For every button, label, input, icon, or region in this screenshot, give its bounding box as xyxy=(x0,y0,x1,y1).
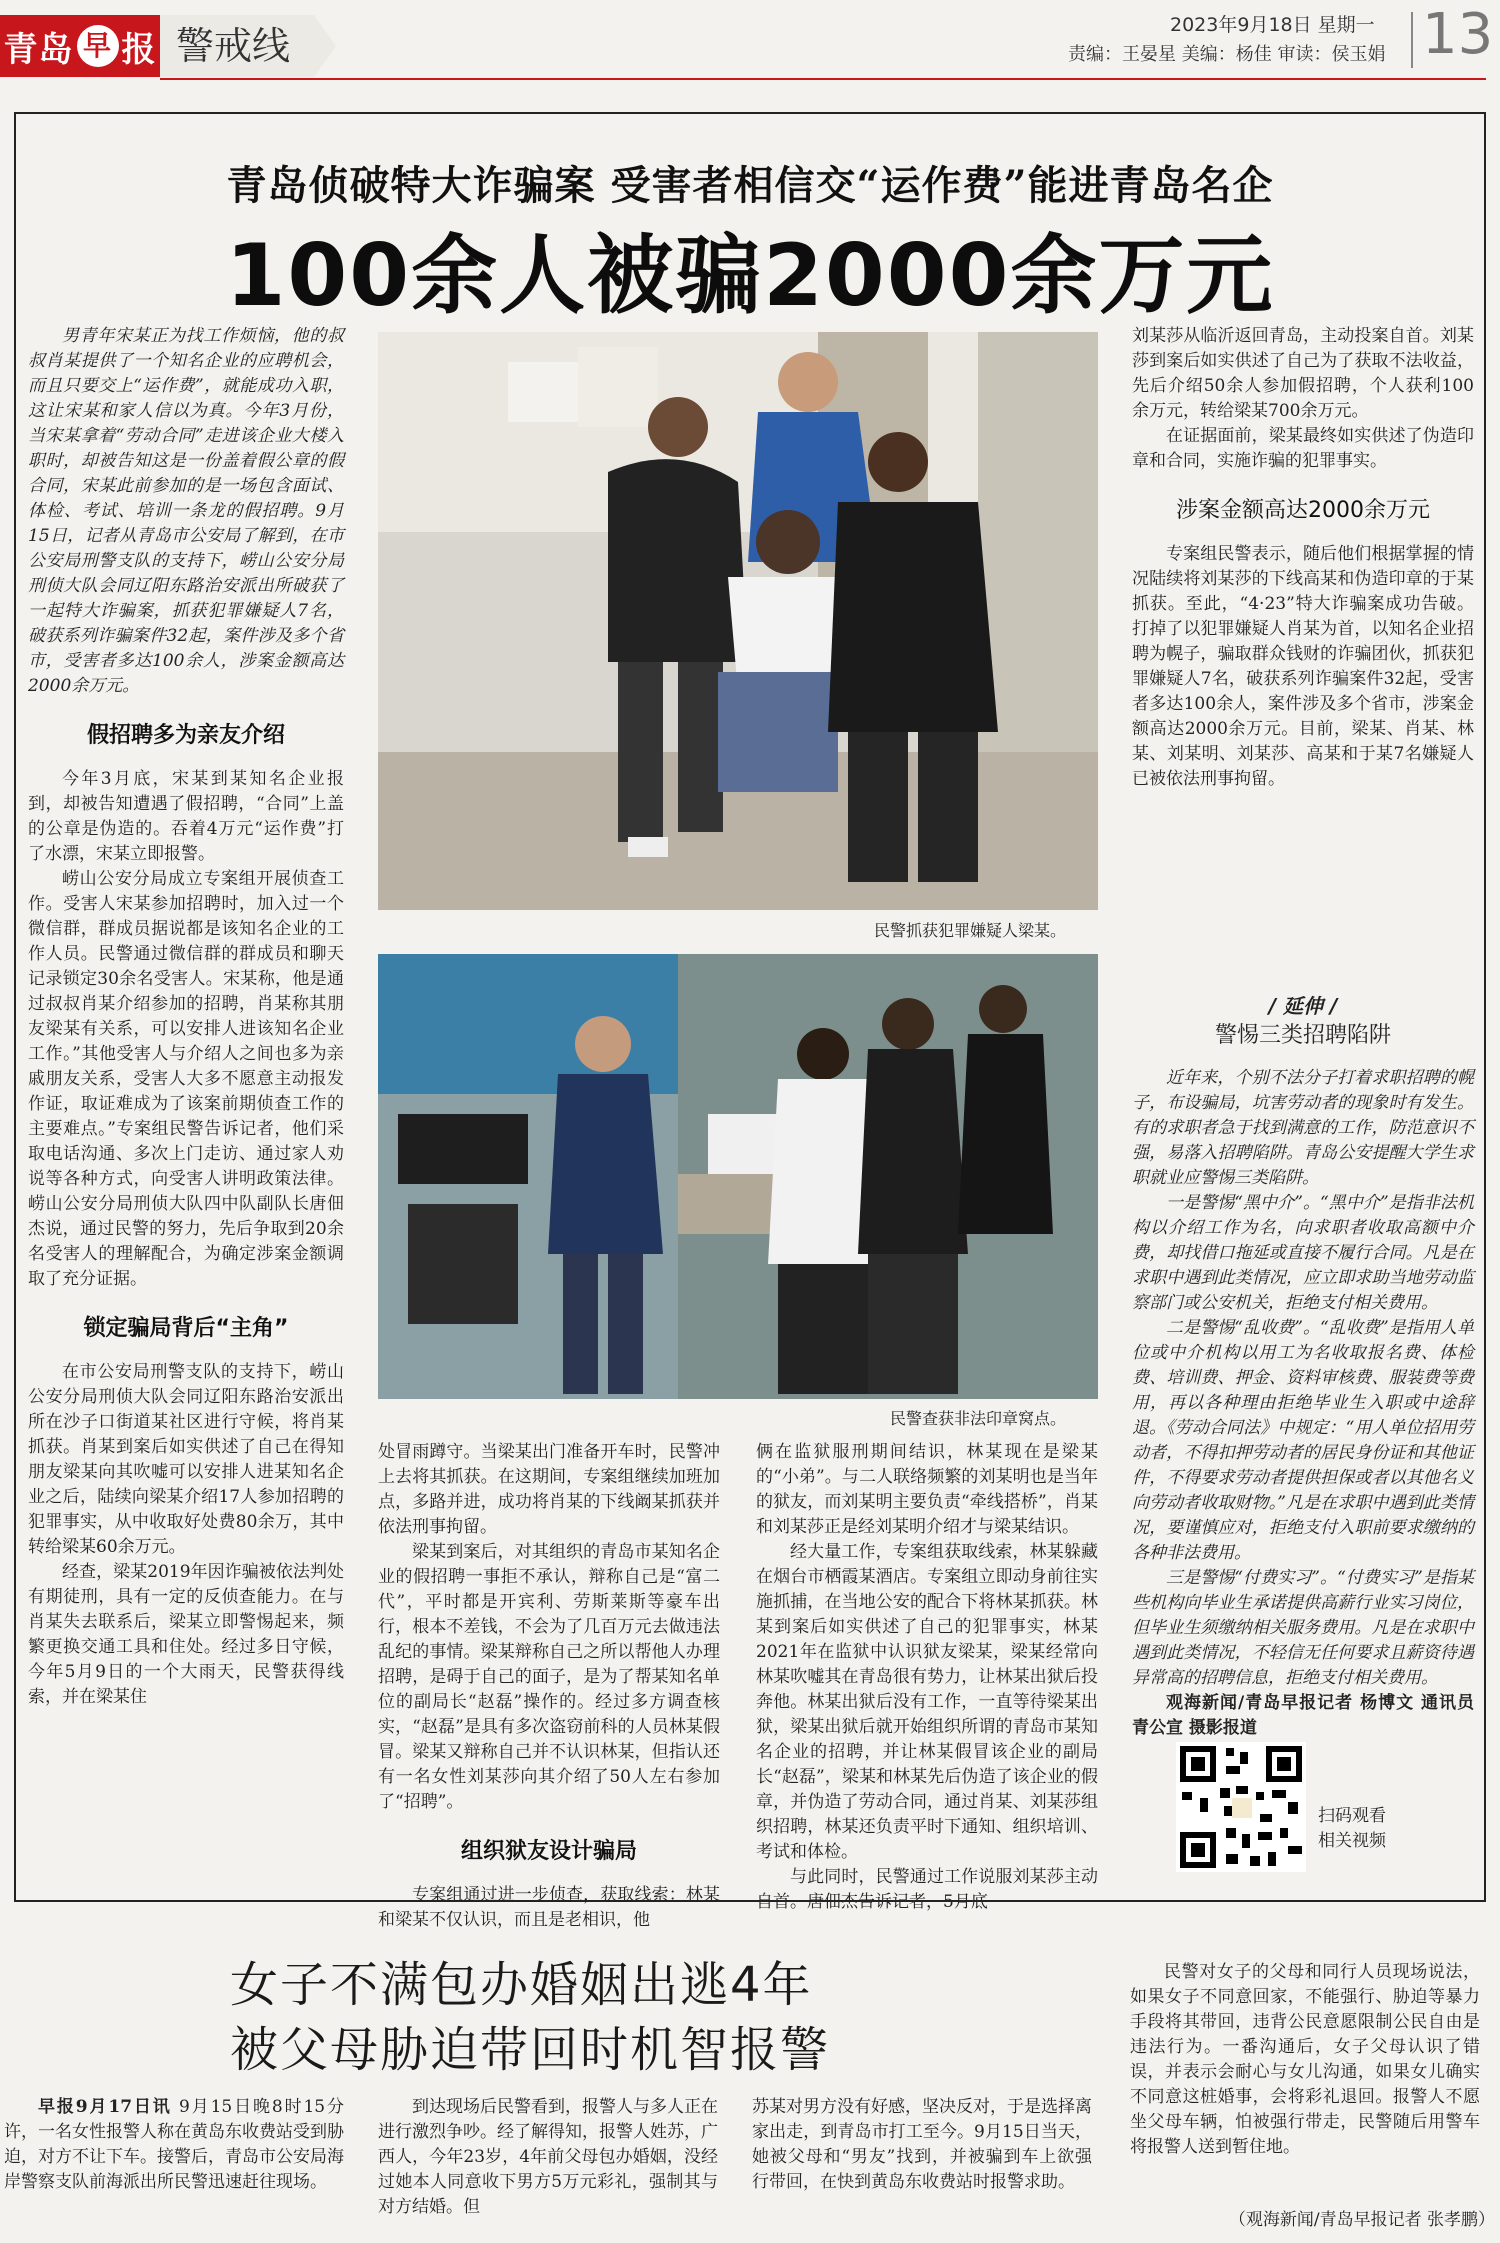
column-3 xyxy=(756,1440,1098,1912)
page-number: 13 xyxy=(1422,2,1494,67)
photo2-caption: 民警查获非法印章窝点。 xyxy=(890,1409,1067,1428)
masthead xyxy=(0,0,1500,100)
photo1-caption: 民警抓获犯罪嫌疑人梁某。 xyxy=(874,921,1067,940)
subhead-main-culprit: 锁定骗局背后“主角” xyxy=(83,1316,289,1341)
body-paragraph: 梁某到案后，对其组织的青岛市某知名企业的假招聘一事拒不承认，辩称自己是“富二代”，平时都是开宾利、劳斯莱斯等豪车出行，根本不差钱，不会为了几百万元去做违法乱纪的事情。梁某辩称自己之所以帮他人办理招聘，是碍于自己的面子，是为了帮某知名单位的副局长“赵磊”操作的。经过多方调查核实，“赵磊”是具有多次盗窃前科的人员林某假冒。梁某又辩称自己并不认识林某，但指认还有一名女性刘某莎向其介绍了50人左右参加了“招聘”。 xyxy=(378,1542,720,1812)
story2-text: 苏某对男方没有好感，坚决反对，于是选择离家出走，到青岛市打工至今。9月15日当天，她被父母和“男友”找到，并被骗到车上欲强行带回，在快到黄岛东收费站时报警求助。 xyxy=(752,2097,1092,2192)
body-paragraph: 今年3月底，宋某到某知名企业报到，却被告知遭遇了假招聘，“合同”上盖的公章是伪造的。吞着4万元“运作费”打了水漂，宋某立即报警。 xyxy=(28,769,344,864)
body-paragraph: 与此同时，民警通过工作说服刘某莎主动自首。唐佃杰告诉记者，5月底 xyxy=(756,1867,1098,1912)
story-headline: 100余人被骗2000余万元 xyxy=(225,226,1275,326)
arrest-photo-illustration xyxy=(378,332,1098,910)
story2-text: 9月15日晚8时15分许，一名女性报警人称在黄岛东收费站受到胁迫，对方不让下车。接警后，青岛市公安局海岸警察支队前海派出所民警迅速赶往现场。 xyxy=(4,2097,344,2192)
body-paragraph: 刘某莎从临沂返回青岛，主动投案自首。刘某莎到案后如实供述了自己为了获取不法收益，先后介绍50余人参加假招聘，个人获利100余万元，转给梁某700余万元。 xyxy=(1132,326,1474,421)
issue-date: 2023年9月18日 星期一 xyxy=(1170,14,1375,36)
seal-den-photo-illustration xyxy=(378,954,1098,1399)
column-4 xyxy=(1132,324,1474,974)
column-1 xyxy=(28,324,344,1889)
body-paragraph: 俩在监狱服刑期间结识，林某现在是梁某的“小弟”。与二人联络频繁的刘某明也是当年的狱友，而刘某明主要负责“牵线搭桥”，肖某和刘某莎正是经刘某明介绍才与梁某结识。 xyxy=(756,1442,1098,1537)
extension-label: / 延伸 / xyxy=(1268,994,1338,1018)
story2-column-3 xyxy=(752,2095,1092,2240)
logo-badge: 早 xyxy=(77,25,119,67)
qr-caption-line2: 相关视频 xyxy=(1318,1831,1386,1851)
column-2 xyxy=(378,1440,720,1930)
extension-paragraph: 一是警惕“黑中介”。“黑中介”是指非法机构以介绍工作为名，向求职者收取高额中介费，却找借口拖延或直接不履行合同。凡是在求职中遇到此类情况，应立即求助当地劳动监察部门或公安机关，拒绝支付相关费用。 xyxy=(1132,1193,1474,1313)
story2-text: 到达现场后民警看到，报警人与多人正在进行激烈争吵。经了解得知，报警人姓苏，广西人，今年23岁，4年前父母包办婚姻，没经过她本人同意收下男方5万元彩礼，强制其与对方结婚。但 xyxy=(378,2097,718,2217)
newspaper-logo xyxy=(0,15,160,77)
qr-caption-line1: 扫码观看 xyxy=(1318,1806,1386,1826)
lead-paragraph: 男青年宋某正为找工作烦恼，他的叔叔肖某提供了一个知名企业的应聘机会，而且只要交上“运作费”，就能成功入职，这让宋某和家人信以为真。今年3月份，当宋某拿着“劳动合同”走进该企业大楼入职时，却被告知这是一份盖着假公章的假合同，宋某此前参加的是一场包含面试、体检、考试、培训一条龙的假招聘。9月15日，记者从青岛市公安局了解到，在市公安局刑警支队的支持下，崂山公安分局刑侦大队会同辽阳东路治安派出所破获了一起特大诈骗案，抓获犯罪嫌疑人7名，破获系列诈骗案件32起，案件涉及多个省市，受害者多达100余人，涉案金额高达2000余万元。 xyxy=(28,326,344,696)
extension-paragraph: 近年来，个别不法分子打着求职招聘的幌子，布设骗局，坑害劳动者的现象时有发生。有的求职者急于找到满意的工作，防范意识不强，易落入招聘陷阱。青岛公安提醒大学生求职就业应警惕三类陷阱。 xyxy=(1132,1068,1474,1188)
body-paragraph: 专案组民警表示，随后他们根据掌握的情况陆续将刘某莎的下线高某和伪造印章的于某抓获。至此，“4·23”特大诈骗案成功告破。打掉了以犯罪嫌疑人肖某为首，以知名企业招聘为幌子，骗取群众钱财的诈骗团伙，抓获犯罪嫌疑人7名，破获系列诈骗案件32起，受害者多达100余人，案件涉及多个省市，涉案金额高达2000余万元。目前，梁某、肖某、林某、刘某明、刘某莎、高某和于某7名嫌疑人已被依法刑事拘留。 xyxy=(1132,544,1474,789)
story2-byline: （观海新闻/青岛早报记者 张孝鹏） xyxy=(1228,2210,1495,2230)
subhead-amount: 涉案金额高达2000余万元 xyxy=(1176,498,1430,523)
extension-byline: 观海新闻/青岛早报记者 杨博文 通讯员 青公宣 摄影报道 xyxy=(1132,1693,1474,1738)
photo-arrest-suspect xyxy=(378,332,1098,910)
body-paragraph: 在市公安局刑警支队的支持下，崂山公安分局刑侦大队会同辽阳东路治安派出所在沙子口街道某社区进行守候，将肖某抓获。肖某到案后如实供述了自己在得知朋友梁某向其吹嘘可以安排人进某知名企业之后，陆续向梁某介绍17人参加招聘的犯罪事实，从中收取好处费80余万，其中转给梁某60余万元。 xyxy=(28,1362,344,1557)
editor-credits: 责编：王晏星 美编：杨佳 审读：侯玉娟 xyxy=(1068,44,1386,65)
qr-code-graphic xyxy=(1176,1742,1306,1872)
header-separator xyxy=(1411,12,1413,68)
story2-title-line1: 女子不满包办婚姻出逃4年 xyxy=(230,1957,813,2013)
qr-code-icon[interactable] xyxy=(1176,1742,1306,1872)
subhead-prison-friends: 组织狱友设计骗局 xyxy=(460,1839,637,1864)
qr-caption xyxy=(1318,1804,1386,1854)
body-paragraph: 在证据面前，梁某最终如实供述了伪造印章和合同，实施诈骗的犯罪事实。 xyxy=(1132,426,1474,471)
photo-illegal-seal-den xyxy=(378,954,1098,1399)
story2-title-line2: 被父母胁迫带回时机智报警 xyxy=(230,2022,831,2078)
extension-sidebar xyxy=(1132,992,1474,1738)
section-name: 警戒线 xyxy=(160,15,314,77)
logo-text-right: 报 xyxy=(121,29,157,70)
header-rule xyxy=(160,78,1486,80)
extension-paragraph: 三是警惕“付费实习”。“付费实习”是指某些机构向毕业生承诺提供高薪行业实习岗位，但毕业生须缴纳相关服务费用。凡是在求职中遇到此类情况，不轻信无任何要求且薪资待遇异常高的招聘信息，拒绝支付相关费用。 xyxy=(1132,1568,1474,1688)
body-paragraph: 处冒雨蹲守。当梁某出门准备开车时，民警冲上去将其抓获。在这期间，专案组继续加班加点，多路并进，成功将肖某的下线阚某抓获并依法刑事拘留。 xyxy=(378,1442,720,1537)
extension-title: 警惕三类招聘陷阱 xyxy=(1214,1023,1391,1048)
story2-text: 民警对女子的父母和同行人员现场说法，如果女子不同意回家，不能强行、胁迫等暴力手段将其带回，违背公民意愿限制公民自由是违法行为。一番沟通后，女子父母认识了错误，并表示会耐心与女儿沟通，如果女儿确实不同意这桩婚事，会将彩礼退回。报警人不愿坐父母车辆，怕被强行带走，民警随后用警车将报警人送到暂住地。 xyxy=(1130,1962,1480,2157)
story2-dateline: 早报9月17日讯 xyxy=(38,2097,172,2117)
extension-paragraph: 二是警惕“乱收费”。“乱收费”是指用人单位或中介机构以用工为名收取报名费、体检费、培训费、押金、资料审核费、服装费等费用，再以各种理由拒绝毕业生入职或中途辞退。《劳动合同法》中规定：“用人单位招用劳动者，不得扣押劳动者的居民身份证和其他证件，不得要求劳动者提供担保或者以其他名义向劳动者收取财物。”凡是在求职中遇到此类情况，要谨慎应对，拒绝支付入职前要求缴纳的各种非法费用。 xyxy=(1132,1318,1474,1563)
story2-column-4 xyxy=(1130,1960,1480,2200)
body-paragraph: 崂山公安分局成立专案组开展侦查工作。受害人宋某参加招聘时，加入过一个微信群，群成员据说都是该知名企业的工作人员。民警通过微信群的群成员和聊天记录锁定30余名受害人。宋某称，他是通过叔叔肖某介绍参加的招聘，肖某称其朋友梁某有关系，可以安排人进该知名企业工作。”其他受害人与介绍人之间也多为亲戚朋友关系，受害人大多不愿意主动报发作证，取证难成为了该案前期侦查工作的主要难点。”专案组民警告诉记者，他们采取电话沟通、多次上门走访、通过家人劝说等各种方式，向受害人讲明政策法律。崂山公安分局刑侦大队四中队副队长唐佃杰说，通过民警的努力，先后争取到20余名受害人的理解配合，为确定涉案金额调取了充分证据。 xyxy=(28,869,344,1289)
body-paragraph: 经大量工作，专案组获取线索，林某躲藏在烟台市栖霞某酒店。专案组立即动身前往实施抓捕，在当地公安的配合下将林某抓获。林某到案后如实供述了自己的犯罪事实，林某2021年在监狱中认识狱友梁某，梁某经常向林某吹嘘其在青岛很有势力，让林某出狱后投奔他。林某出狱后没有工作，一直等待梁某出狱，梁某出狱后就开始组织所谓的青岛市某知名企业的招聘，并让林某假冒该企业的副局长“赵磊”，梁某和林某先后伪造了该企业的假章，并伪造了劳动合同，通过肖某、刘某莎组织招聘，林某还负责平时下通知、组织培训、考试和体检。 xyxy=(756,1542,1098,1862)
body-paragraph: 经查，梁某2019年因诈骗被依法判处有期徒刑，具有一定的反侦查能力。在与肖某失去联系后，梁某立即警惕起来，频繁更换交通工具和住处。经过多日守候，今年5月9日的一个大雨天，民警获得线索，并在梁某住 xyxy=(28,1562,344,1707)
logo-text-left: 青岛 xyxy=(3,29,74,70)
main-story-box xyxy=(14,112,1486,1930)
story-kicker: 青岛侦破特大诈骗案 受害者相信交“运作费”能进青岛名企 xyxy=(226,162,1274,209)
story2-column-2 xyxy=(378,2095,718,2240)
story2-column-1 xyxy=(4,2095,344,2240)
subhead-fake-recruitment: 假招聘多为亲友介绍 xyxy=(86,723,285,748)
body-paragraph: 专案组通过进一步侦查，获取线索：林某和梁某不仅认识，而且是老相识，他 xyxy=(378,1885,720,1930)
